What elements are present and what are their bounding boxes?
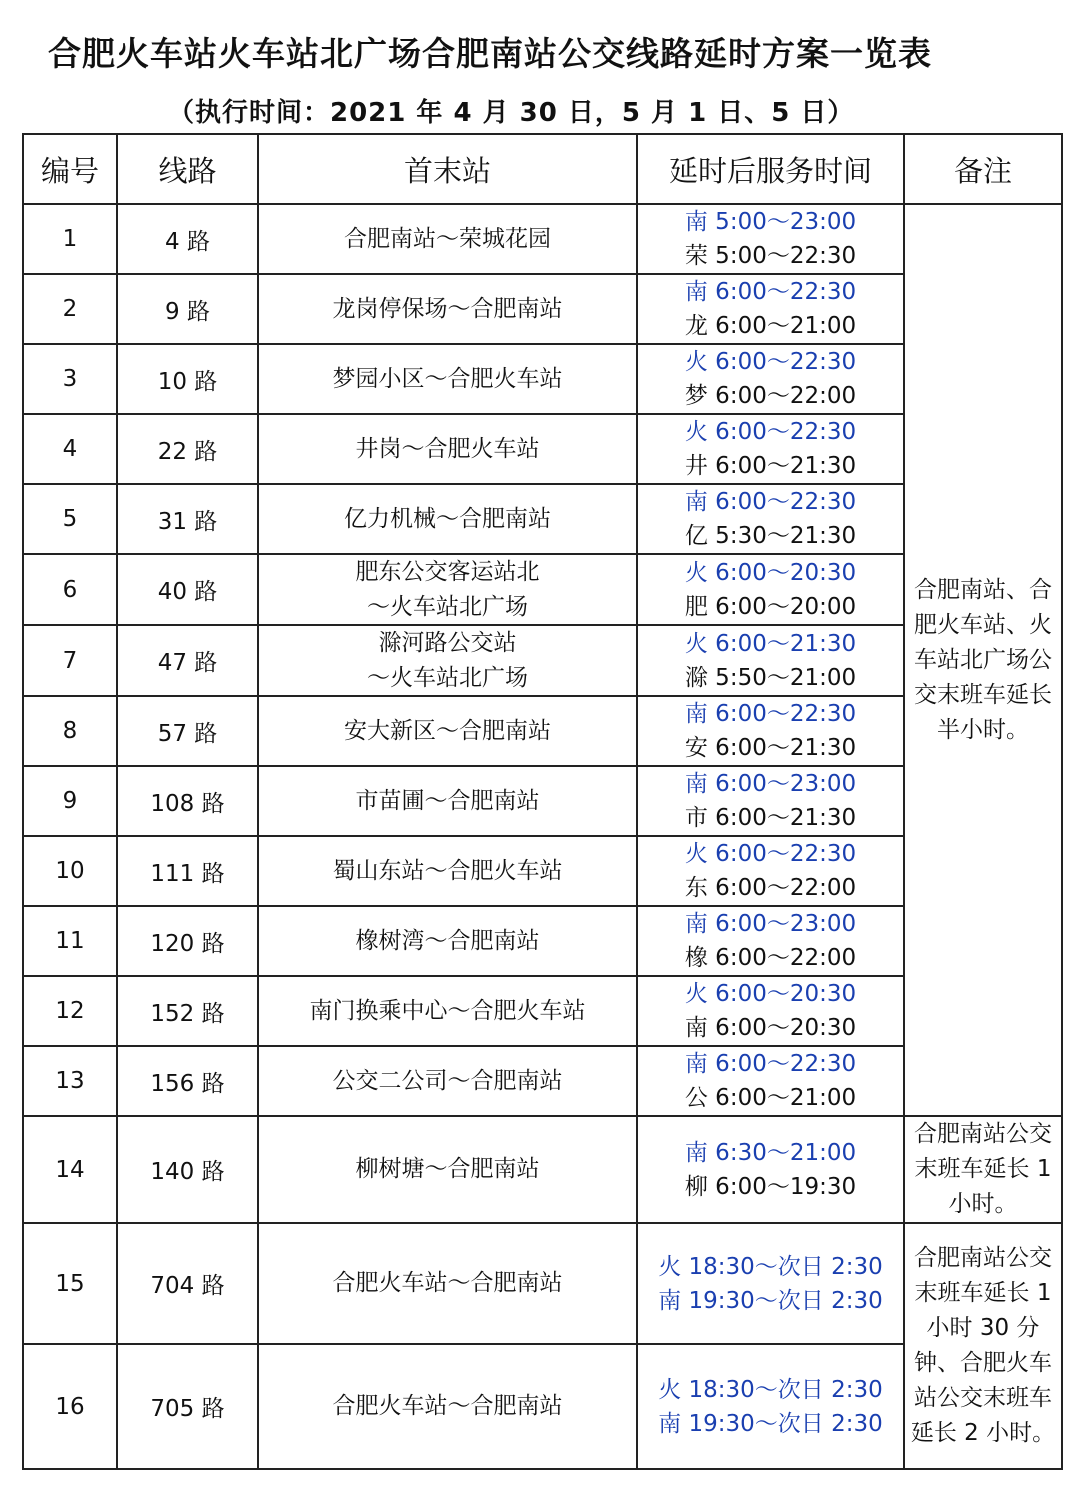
service-time bbox=[637, 204, 904, 274]
service-time bbox=[637, 766, 904, 836]
bus-line: 108 路 bbox=[117, 766, 258, 836]
service-time-main: 南 6:30～21:00 bbox=[684, 1139, 857, 1166]
service-time-secondary: 荣 5:00～22:30 bbox=[684, 243, 857, 269]
bus-line: 120 路 bbox=[117, 906, 258, 976]
row-number: 8 bbox=[23, 696, 117, 766]
terminal-stops bbox=[258, 554, 637, 625]
terminal-stops bbox=[258, 1046, 637, 1116]
stop-text: ～火车站北广场 bbox=[367, 664, 528, 691]
service-time bbox=[637, 414, 904, 484]
terminal-stops bbox=[258, 344, 637, 414]
stop-text: 市苗圃～合肥南站 bbox=[355, 787, 540, 814]
row-number: 9 bbox=[23, 766, 117, 836]
row-number: 6 bbox=[23, 554, 117, 625]
stop-text: 合肥火车站～合肥南站 bbox=[332, 1393, 563, 1420]
schedule-table bbox=[22, 133, 1063, 1470]
terminal-stops bbox=[258, 836, 637, 906]
remark-cell: 合肥南站公交末班车延长 1 小时。 bbox=[904, 1116, 1062, 1223]
service-time-secondary: 橡 6:00～22:00 bbox=[684, 945, 857, 971]
header-number: 编号 bbox=[23, 134, 117, 204]
row-number: 1 bbox=[23, 204, 117, 274]
header-stops: 首末站 bbox=[258, 134, 637, 204]
bus-line: 4 路 bbox=[117, 204, 258, 274]
service-time-main: 火 6:00～22:30 bbox=[684, 841, 857, 867]
bus-line: 140 路 bbox=[117, 1116, 258, 1223]
stop-text: 梦园小区～合肥火车站 bbox=[332, 365, 563, 392]
stop-text: ～火车站北广场 bbox=[367, 593, 528, 620]
stop-text: 亿力机械～合肥南站 bbox=[344, 505, 551, 532]
table-row bbox=[23, 1223, 1062, 1344]
stop-text: 橡树湾～合肥南站 bbox=[355, 927, 540, 954]
service-time bbox=[637, 625, 904, 696]
row-number: 12 bbox=[23, 976, 117, 1046]
bus-line: 40 路 bbox=[117, 554, 258, 625]
service-time bbox=[637, 344, 904, 414]
document-subtitle: （执行时间：2021 年 4 月 30 日，5 月 1 日、5 日） bbox=[168, 98, 855, 128]
bus-line: 152 路 bbox=[117, 976, 258, 1046]
service-time bbox=[637, 1046, 904, 1116]
service-time-main: 南 6:00～22:30 bbox=[684, 279, 857, 305]
bus-line: 57 路 bbox=[117, 696, 258, 766]
row-number: 3 bbox=[23, 344, 117, 414]
bus-line: 705 路 bbox=[117, 1344, 258, 1469]
service-time-secondary: 柳 6:00～19:30 bbox=[684, 1173, 857, 1200]
stop-text: 安大新区～合肥南站 bbox=[344, 717, 551, 744]
stop-text: 井岗～合肥火车站 bbox=[355, 435, 540, 462]
service-time bbox=[637, 1223, 904, 1344]
service-time-secondary: 肥 6:00～20:00 bbox=[684, 593, 857, 620]
bus-line: 9 路 bbox=[117, 274, 258, 344]
bus-line: 22 路 bbox=[117, 414, 258, 484]
stop-text: 合肥火车站～合肥南站 bbox=[332, 1270, 563, 1297]
row-number: 5 bbox=[23, 484, 117, 554]
stop-text: 公交二公司～合肥南站 bbox=[332, 1067, 563, 1094]
service-time-secondary: 井 6:00～21:30 bbox=[684, 453, 857, 479]
row-number: 4 bbox=[23, 414, 117, 484]
service-time bbox=[637, 976, 904, 1046]
service-time-main: 火 18:30～次日 2:30 bbox=[658, 1376, 883, 1403]
table-row bbox=[23, 1116, 1062, 1223]
table-body bbox=[23, 204, 1062, 1469]
service-time-secondary: 南 19:30～次日 2:30 bbox=[658, 1410, 883, 1437]
service-time-main: 南 6:00～22:30 bbox=[684, 701, 857, 727]
service-time-secondary: 东 6:00～22:00 bbox=[684, 875, 857, 901]
remark-cell: 合肥南站公交末班车延长 1 小时 30 分钟、合肥火车站公交末班车延长 2 小时。 bbox=[904, 1223, 1062, 1469]
header-service-time: 延时后服务时间 bbox=[637, 134, 904, 204]
service-time bbox=[637, 906, 904, 976]
bus-line: 47 路 bbox=[117, 625, 258, 696]
service-time-main: 南 6:00～22:30 bbox=[684, 489, 857, 515]
bus-line: 31 路 bbox=[117, 484, 258, 554]
row-number: 11 bbox=[23, 906, 117, 976]
terminal-stops bbox=[258, 414, 637, 484]
service-time-main: 火 6:00～22:30 bbox=[684, 419, 857, 445]
bus-line: 111 路 bbox=[117, 836, 258, 906]
stop-text: 肥东公交客运站北 bbox=[355, 559, 540, 585]
service-time-secondary: 南 19:30～次日 2:30 bbox=[658, 1287, 883, 1314]
service-time bbox=[637, 554, 904, 625]
row-number: 7 bbox=[23, 625, 117, 696]
header-remark: 备注 bbox=[904, 134, 1062, 204]
stop-text: 滁河路公交站 bbox=[378, 630, 517, 656]
bus-line: 156 路 bbox=[117, 1046, 258, 1116]
row-number: 13 bbox=[23, 1046, 117, 1116]
table-row bbox=[23, 204, 1062, 274]
terminal-stops bbox=[258, 906, 637, 976]
row-number: 15 bbox=[23, 1223, 117, 1344]
service-time-main: 南 5:00～23:00 bbox=[684, 209, 857, 235]
terminal-stops bbox=[258, 696, 637, 766]
service-time-main: 南 6:00～22:30 bbox=[684, 1051, 857, 1077]
service-time-secondary: 公 6:00～21:00 bbox=[684, 1085, 857, 1111]
service-time bbox=[637, 1344, 904, 1469]
terminal-stops bbox=[258, 766, 637, 836]
service-time-secondary: 市 6:00～21:30 bbox=[684, 805, 857, 831]
header-row bbox=[23, 134, 1062, 204]
service-time-secondary: 梦 6:00～22:00 bbox=[684, 383, 857, 409]
bus-line: 10 路 bbox=[117, 344, 258, 414]
service-time-main: 南 6:00～23:00 bbox=[684, 771, 857, 797]
service-time-secondary: 龙 6:00～21:00 bbox=[684, 313, 857, 339]
stop-text: 蜀山东站～合肥火车站 bbox=[332, 857, 563, 884]
row-number: 2 bbox=[23, 274, 117, 344]
service-time-secondary: 亿 5:30～21:30 bbox=[684, 523, 857, 549]
stop-text: 柳树塘～合肥南站 bbox=[355, 1156, 540, 1183]
terminal-stops bbox=[258, 1344, 637, 1469]
service-time-main: 南 6:00～23:00 bbox=[684, 911, 857, 937]
service-time-main: 火 18:30～次日 2:30 bbox=[658, 1253, 883, 1280]
terminal-stops bbox=[258, 274, 637, 344]
header-line: 线路 bbox=[117, 134, 258, 204]
service-time bbox=[637, 836, 904, 906]
terminal-stops bbox=[258, 976, 637, 1046]
stop-text: 南门换乘中心～合肥火车站 bbox=[309, 997, 586, 1024]
terminal-stops bbox=[258, 625, 637, 696]
remark-cell: 合肥南站、合肥火车站、火车站北广场公交末班车延长半小时。 bbox=[904, 204, 1062, 1116]
service-time-secondary: 滁 5:50～21:00 bbox=[684, 664, 857, 691]
service-time-main: 火 6:00～20:30 bbox=[684, 559, 857, 586]
service-time-secondary: 安 6:00～21:30 bbox=[684, 735, 857, 761]
row-number: 16 bbox=[23, 1344, 117, 1469]
service-time bbox=[637, 484, 904, 554]
terminal-stops bbox=[258, 1116, 637, 1223]
service-time bbox=[637, 696, 904, 766]
document-title: 合肥火车站火车站北广场合肥南站公交线路延时方案一览表 bbox=[48, 34, 932, 73]
service-time-main: 火 6:00～20:30 bbox=[684, 981, 857, 1007]
stop-text: 合肥南站～荣城花园 bbox=[344, 225, 551, 252]
service-time-main: 火 6:00～22:30 bbox=[684, 349, 857, 375]
service-time-secondary: 南 6:00～20:30 bbox=[684, 1015, 857, 1041]
row-number: 10 bbox=[23, 836, 117, 906]
bus-line: 704 路 bbox=[117, 1223, 258, 1344]
row-number: 14 bbox=[23, 1116, 117, 1223]
terminal-stops bbox=[258, 484, 637, 554]
terminal-stops bbox=[258, 204, 637, 274]
service-time-main: 火 6:00～21:30 bbox=[684, 630, 857, 657]
service-time bbox=[637, 1116, 904, 1223]
stop-text: 龙岗停保场～合肥南站 bbox=[332, 295, 563, 322]
service-time bbox=[637, 274, 904, 344]
terminal-stops bbox=[258, 1223, 637, 1344]
